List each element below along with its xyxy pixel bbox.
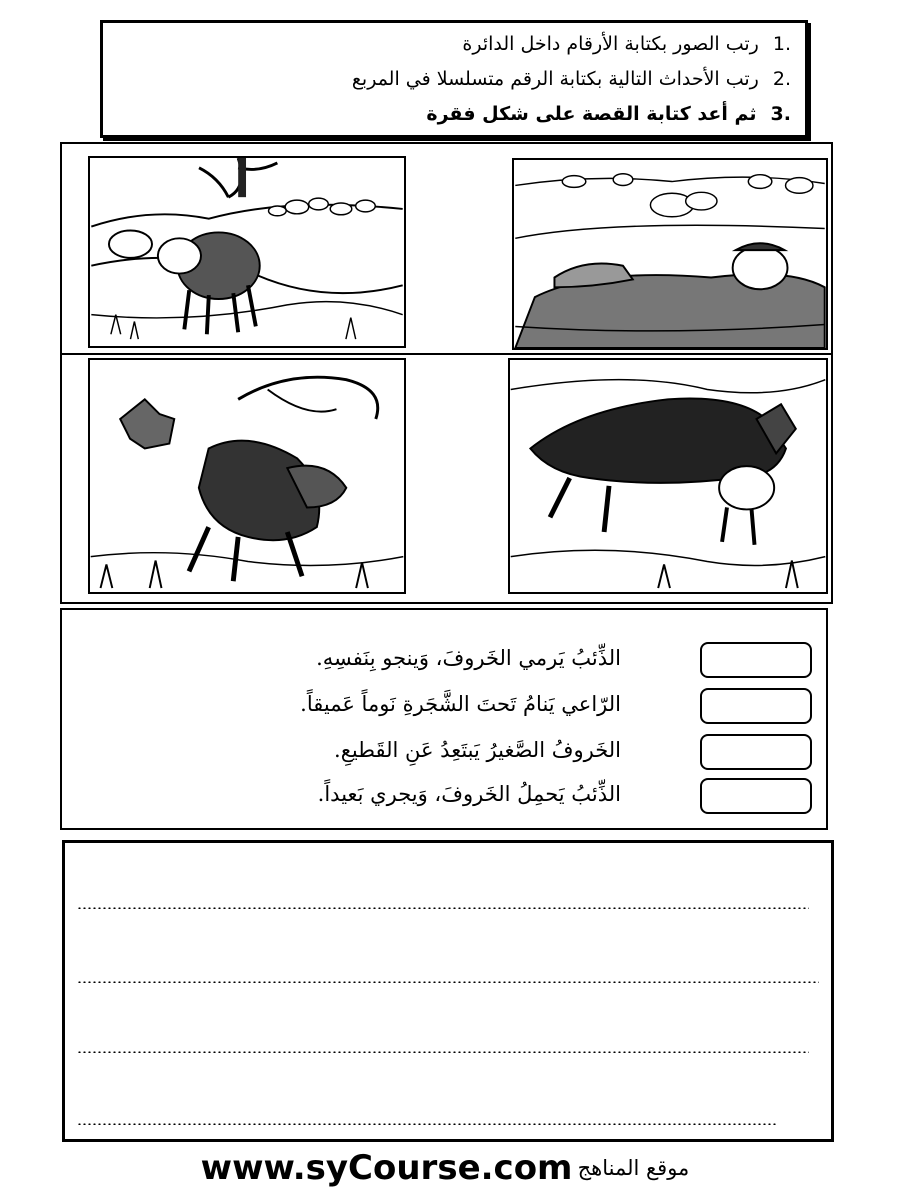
picture-shepherd-sleeping [512, 158, 828, 350]
footer [0, 1148, 900, 1192]
instruction-text: رتب الصور بكتابة الأرقام داخل الدائرة [462, 33, 759, 55]
event-order-box[interactable] [700, 642, 812, 678]
instruction-1 [462, 33, 791, 55]
event-row [62, 734, 826, 774]
event-text: الرّاعي يَنامُ تَحتَ الشَّجَرةِ نَوماً عَميقاً. [300, 692, 621, 716]
event-row [62, 778, 826, 818]
picture-lamb-wandering [88, 156, 406, 348]
event-text: الخَروفُ الصَّغيرُ يَبتَعِدُ عَنِ القَطيعِ. [334, 738, 621, 762]
instruction-number: .1 [772, 33, 791, 55]
instruction-2 [352, 68, 791, 90]
lamb-wandering-illustration [90, 158, 404, 346]
event-order-box[interactable] [700, 734, 812, 770]
shepherd-sleeping-illustration [514, 160, 826, 348]
instruction-number: .2 [772, 68, 791, 90]
dotted-writing-line[interactable] [77, 1051, 809, 1053]
instruction-3 [426, 103, 791, 125]
picture-wolf-attacking [88, 358, 406, 594]
event-order-box[interactable] [700, 688, 812, 724]
story-writing-box [62, 840, 834, 1142]
event-row [62, 688, 826, 728]
instructions-box [100, 20, 808, 138]
dotted-writing-line[interactable] [77, 907, 809, 909]
wolf-attacking-illustration [90, 360, 404, 592]
wolf-carrying-lamb-illustration [510, 360, 826, 592]
story-pictures-grid [60, 142, 833, 604]
event-text: الذِّئبُ يَرمي الخَروفَ، وَينجو بِنَفسِهِ. [316, 646, 621, 670]
picture-wolf-carrying-lamb [508, 358, 828, 594]
dotted-writing-line[interactable] [77, 981, 819, 983]
grid-divider [62, 353, 831, 355]
footer-label: موقع المناهج [577, 1156, 690, 1180]
instruction-text: رتب الأحداث التالية بكتابة الرقم متسلسلا في المربع [351, 68, 759, 90]
instruction-text: ثم أعد كتابة القصة على شكل فقرة [426, 103, 757, 125]
event-order-box[interactable] [700, 778, 812, 814]
dotted-writing-line[interactable] [77, 1123, 777, 1125]
events-ordering-box [60, 608, 828, 830]
event-row [62, 642, 826, 682]
event-text: الذِّئبُ يَحمِلُ الخَروفَ، وَيجري بَعيداً. [317, 782, 621, 806]
footer-website: www.syCourse.com [200, 1148, 573, 1188]
instruction-number: .3 [770, 103, 791, 125]
